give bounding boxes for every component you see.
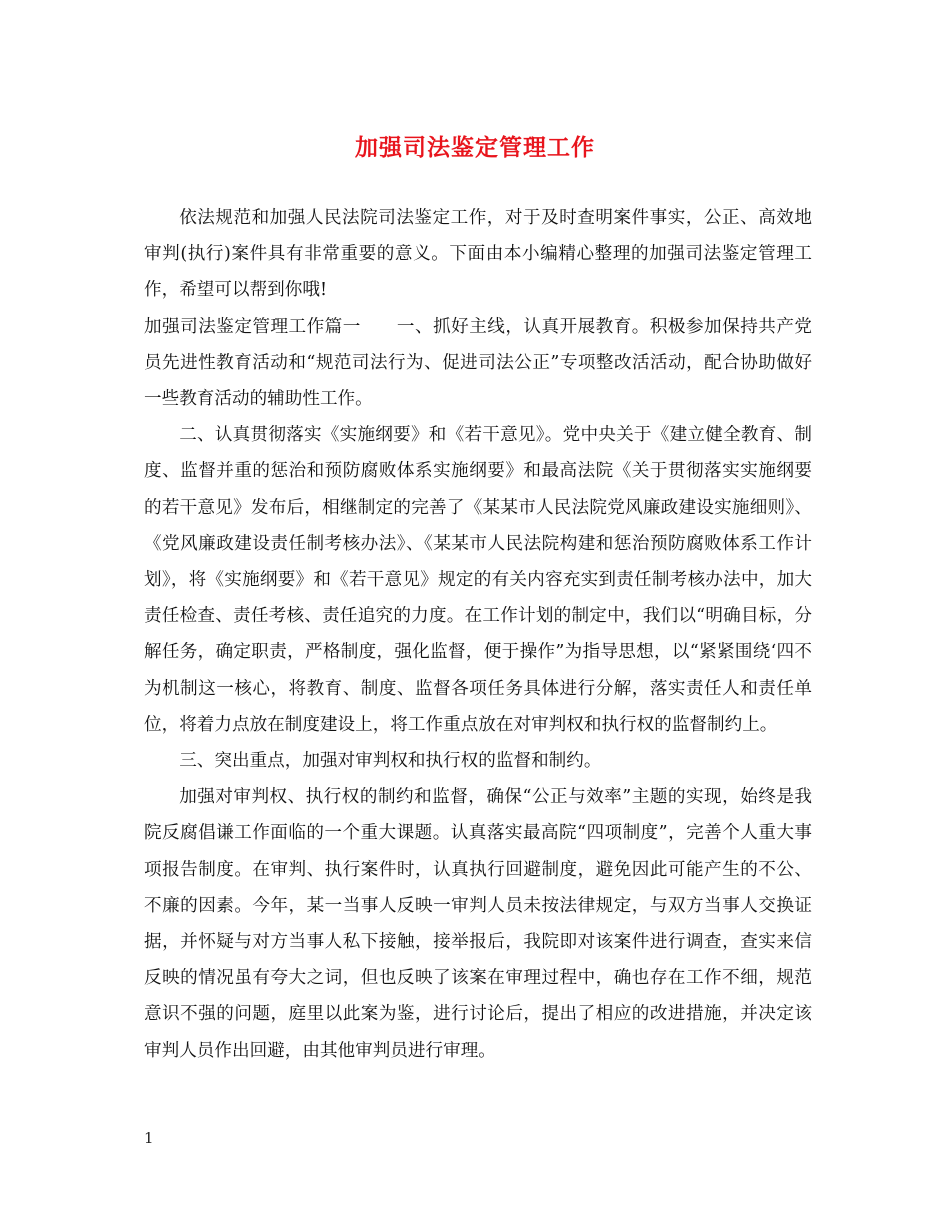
paragraph-section-two: 二、认真贯彻落实《实施纲要》和《若干意见》。党中央关于《建立健全教育、制度、监督并重的惩治和预防腐败体系实施纲要》和最高法院《关于贯彻落实实施纲要的若干意见》发布后，相继制定的完善了《某某市人民法院党风廉政建设实施细则》、《党风廉政建设责任制考核办法》、《某某市人民法院构建和惩治预防腐败体系工作计划》，将《实施纲要》和《若干意见》规定的有关内容充实到责任制考核办法中，加大责任检查、责任考核、责任追究的力度。在工作计划的制定中，我们以“明确目标，分解任务，确定职责，严格制度，强化监督，便于操作”为指导思想，以“紧紧围绕‘四不为机制这一核心，将教育、制度、监督各项任务具体进行分解，落实责任人和责任单位，将着力点放在制度建设上，将工作重点放在对审判权和执行权的监督制约上。 [144, 425, 812, 735]
document-body [144, 200, 812, 1069]
page-number: 1 [144, 1129, 154, 1147]
paragraph-section-three-heading: 三、突出重点，加强对审判权和执行权的监督和制约。 [179, 751, 602, 772]
document-title: 加强司法鉴定管理工作 [355, 134, 595, 161]
paragraph-section-one: 加强司法鉴定管理工作篇一 一、抓好主线，认真开展教育。积极参加保持共产党员先进性教育活动和“规范司法行为、促进司法公正”专项整改活活动，配合协助做好一些教育活动的辅助性工作。 [144, 316, 812, 410]
paragraph-intro: 依法规范和加强人民法院司法鉴定工作，对于及时查明案件事实，公正、高效地审判(执行)案件具有非常重要的意义。下面由本小编精心整理的加强司法鉴定管理工作，希望可以帮到你哦! [144, 208, 812, 301]
paragraph-section-three-body: 加强对审判权、执行权的制约和监督，确保“公正与效率”主题的实现，始终是我院反腐倡谦工作面临的一个重大课题。认真落实最高院“四项制度”，完善个人重大事项报告制度。在审判、执行案件时，认真执行回避制度，避免因此可能产生的不公、不廉的因素。今年，某一当事人反映一审判人员未按法律规定，与双方当事人交换证据，并怀疑与对方当事人私下接触，接举报后，我院即对该案件进行调查，查实来信反映的情况虽有夸大之词，但也反映了该案在审理过程中，确也存在工作不细，规范意识不强的问题，庭里以此案为鉴，进行讨论后，提出了相应的改进措施，并决定该审判人员作出回避，由其他审判员进行审理。 [144, 787, 812, 1061]
